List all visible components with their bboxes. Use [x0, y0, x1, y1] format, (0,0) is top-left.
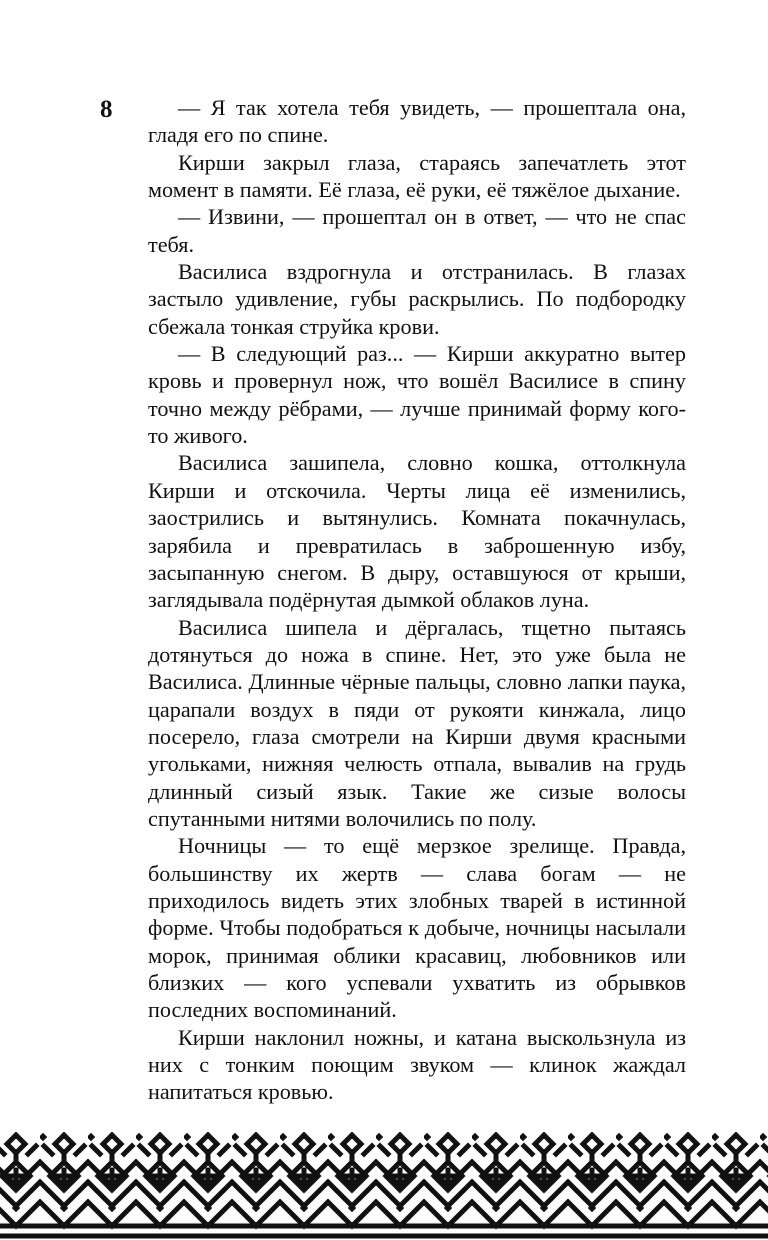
paragraph: Василиса шипела и дёргалась, тщетно пытаясь дотянуться до ножа в спине. Нет, это уже была не Василиса. Длинные чёрные пальцы, словно лапки паука, царапали воздух в пяди от рукояти кинжала, лицо посерело, глаза смотрели на Кирши двумя красными угольками, нижняя челюсть отпала, вывалив на грудь длинный сизый язык. Такие же сизые волосы спутанными нитями волочились по полу. [148, 614, 686, 831]
page-number: 8 [100, 96, 113, 123]
page-text [148, 94, 686, 1106]
folk-embroidery-border-icon [0, 1132, 768, 1240]
paragraph: Василиса вздрогнула и отстранилась. В глазах застыло удивление, губы раскрылись. По подбородку сбежала тонкая струйка крови. [148, 259, 686, 339]
paragraph: Кирши закрыл глаза, стараясь запечатлеть этот момент в памяти. Её глаза, её руки, её тяжёлое дыхание. [148, 149, 686, 203]
paragraph: — В следующий раз... — Кирши аккуратно вытер кровь и провернул нож, что вошёл Василисе в спину точно между рёбрами, — лучше принимай форму кого-то живого. [148, 341, 686, 449]
paragraph: Ночницы — то ещё мерзкое зрелище. Правда, большинству их жертв — слава богам — не приходилось видеть этих злобных тварей в истинной форме. Чтобы подобраться к добыче, ночницы насылали морок, принимая облики красавиц, любовников или близких — кого успевали ухватить из обрывков последних воспоминаний. [148, 833, 686, 1023]
paragraph: — Я так хотела тебя увидеть, — прошептала она, гладя его по спине. [148, 95, 686, 148]
paragraph: — Извини, — прошептал он в ответ, — что не спас тебя. [148, 204, 686, 257]
paragraph: Василиса зашипела, словно кошка, оттолкнула Кирши и отскочила. Черты лица её изменились, заострились и вытянулись. Комната покачнулась, зарябила и превратилась в заброшенную избу, засыпанную снегом. В дыру, оставшуюся от крыши, заглядывала подёрнутая дымкой облаков луна. [148, 450, 686, 613]
paragraph: Кирши наклонил ножны, и катана выскользнула из них с тонким поющим звуком — клинок жаждал напитаться кровью. [148, 1024, 686, 1105]
